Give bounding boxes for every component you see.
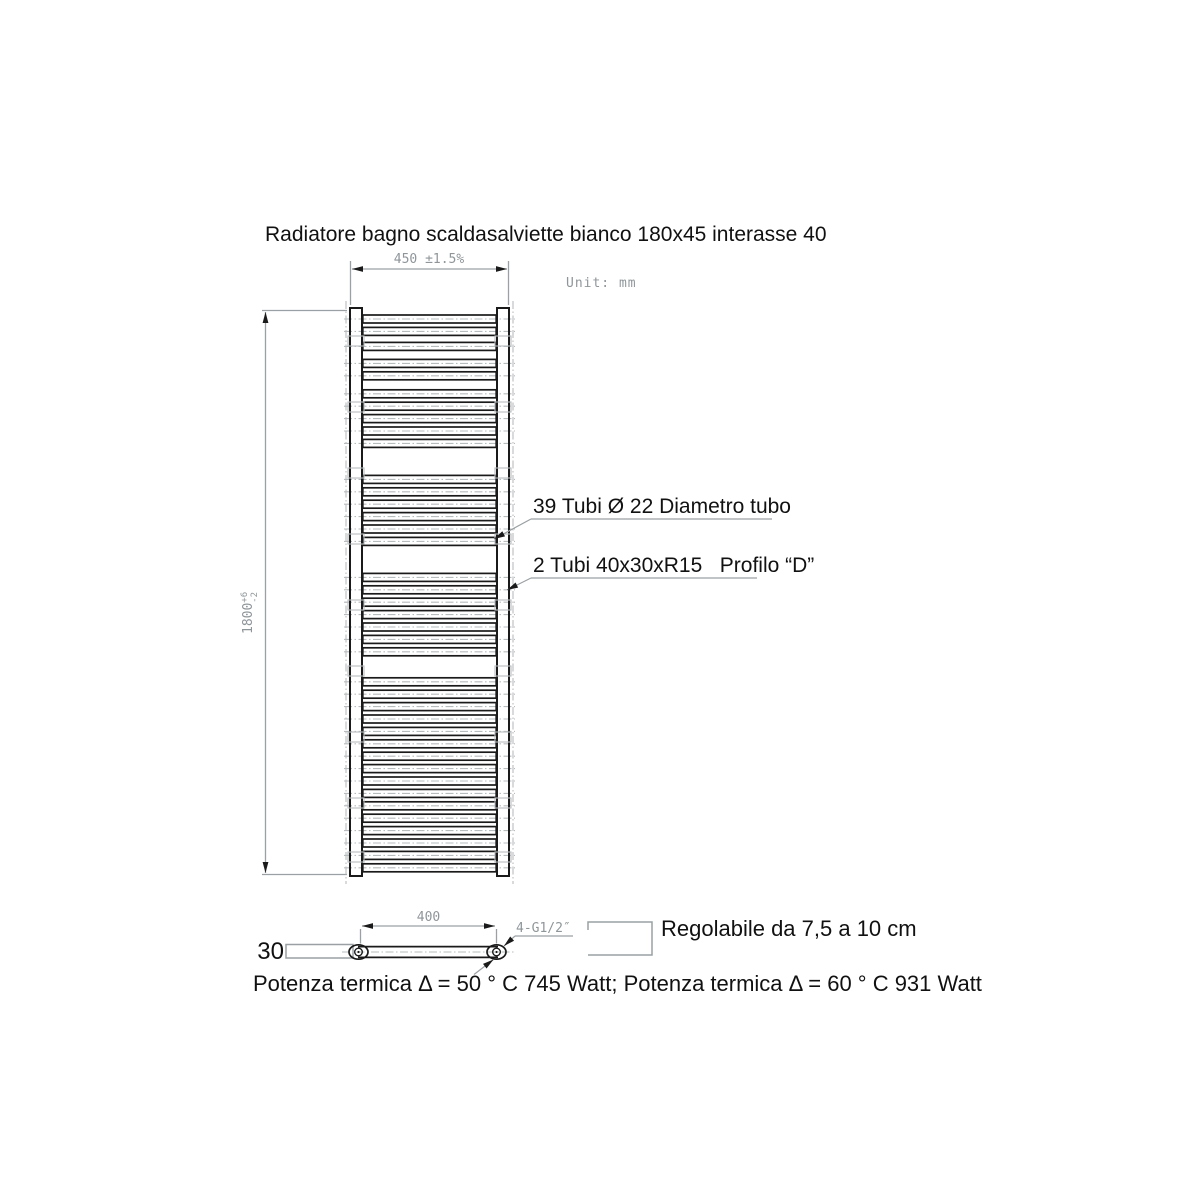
wall-plate bbox=[286, 945, 353, 959]
tubes-label: 39 Tubi Ø 22 Diametro tubo bbox=[533, 495, 791, 518]
connections-label: 4-G1/2″ bbox=[516, 921, 571, 936]
height-dimension bbox=[240, 311, 347, 875]
radiator-top-view bbox=[257, 910, 573, 975]
tubes-callout bbox=[494, 495, 791, 539]
depth-dimension-text: 30 bbox=[257, 938, 284, 965]
interaxis-dimension bbox=[361, 910, 497, 944]
power-label: Potenza termica Δ = 50 ° C 745 Watt; Potenza termica Δ = 60 ° C 931 Watt bbox=[253, 971, 982, 996]
tubes-layer bbox=[344, 315, 515, 872]
interaxis-dimension-text: 400 bbox=[416, 910, 441, 925]
width-dimension-text: 450 ±1.5% bbox=[393, 252, 465, 267]
adjustable-label: Regolabile da 7,5 a 10 cm bbox=[661, 916, 917, 941]
width-dimension bbox=[351, 252, 509, 305]
profile-label: 2 Tubi 40x30xR15 Profilo “D” bbox=[533, 554, 815, 577]
drawing-title: Radiatore bagno scaldasalviette bianco 180x45 interasse 40 bbox=[265, 223, 827, 246]
left-collector-tube bbox=[350, 308, 362, 876]
unit-note: Unit: mm bbox=[566, 276, 637, 291]
height-dimension-text: $1800^{+6}-2$ bbox=[240, 591, 260, 634]
radiator-front-view bbox=[344, 301, 515, 884]
profile-callout bbox=[507, 554, 814, 590]
right-collector-tube bbox=[497, 308, 509, 876]
bracket-outline bbox=[588, 922, 652, 955]
adjustable-bracket bbox=[588, 916, 917, 955]
